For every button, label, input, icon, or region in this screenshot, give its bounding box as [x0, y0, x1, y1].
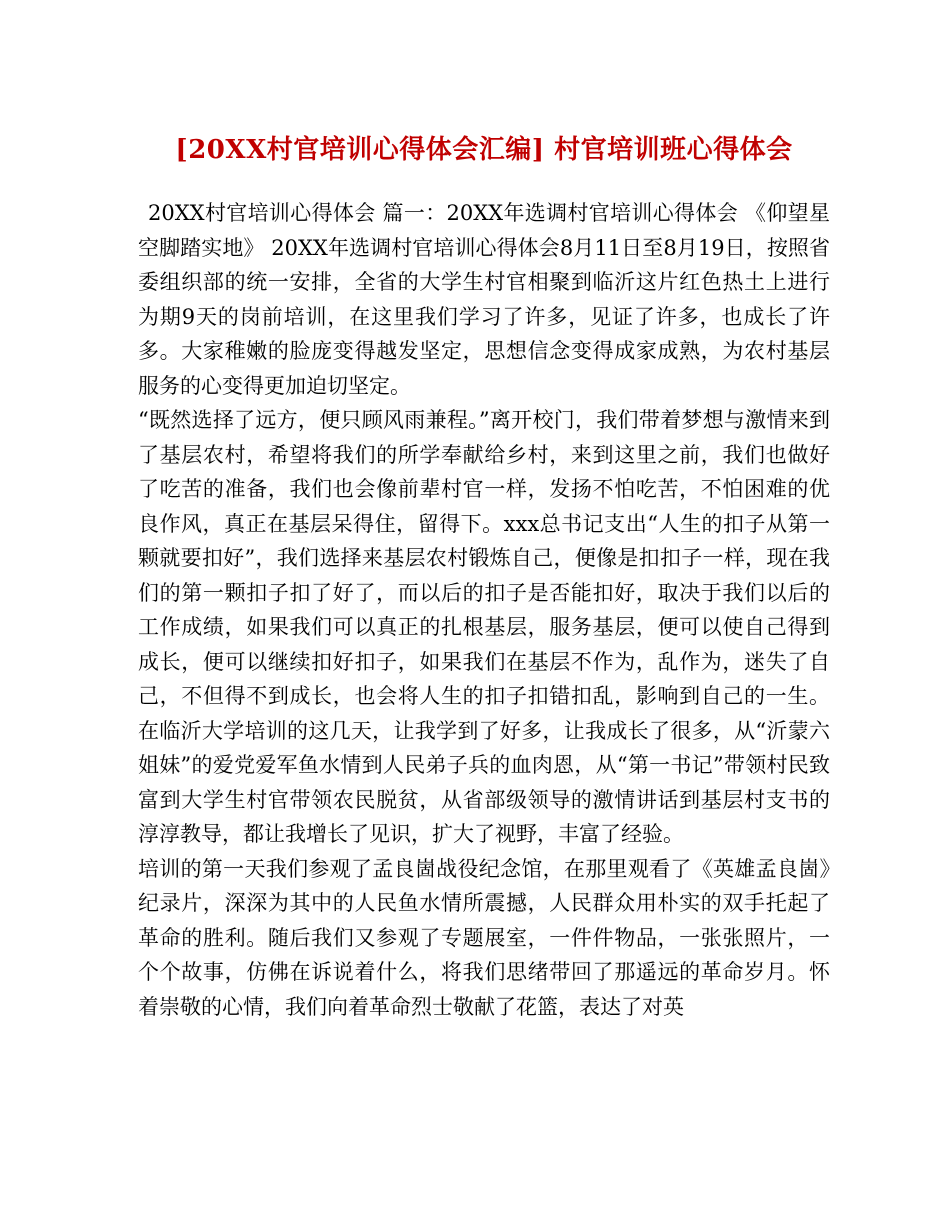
document-body — [138, 196, 830, 1024]
paragraph-1: 20XX村官培训心得体会 篇一：20XX年选调村官培训心得体会 《仰望星空脚踏实地》 20XX年选调村官培训心得体会8月11日至8月19日，按照省委组织部的统一安排，全省的大学生村官相聚到临沂这片红色热土上进行为期9天的岗前培训，在这里我们学习了许多，见证了许多，也成长了许多。大家稚嫩的脸庞变得越发坚定，思想信念变得成家成熟，为农村基层服务的心变得更加迫切坚定。 — [138, 201, 830, 398]
paragraph-3: 培训的第一天我们参观了孟良崮战役纪念馆，在那里观看了《英雄孟良崮》纪录片，深深为其中的人民鱼水情所震撼，人民群众用朴实的双手托起了革命的胜利。随后我们又参观了专题展室，一件件物品，一张张照片，一个个故事，仿佛在诉说着什么，将我们思绪带回了那遥远的革命岁月。怀着崇敬的心情，我们向着革命烈士敬献了花篮，表达了对英 — [138, 856, 830, 1019]
paragraph-2: “既然选择了远方，便只顾风雨兼程。”离开校门，我们带着梦想与激情来到了基层农村，希望将我们的所学奉献给乡村，来到这里之前，我们也做好了吃苦的准备，我们也会像前辈村官一样，发扬不怕吃苦，不怕困难的优良作风，真正在基层呆得住，留得下。xxx总书记支出“人生的扣子从第一颗就要扣好”，我们选择来基层农村锻炼自己，便像是扣扣子一样，现在我们的第一颗扣子扣了好了，而以后的扣子是否能扣好，取决于我们以后的工作成绩，如果我们可以真正的扎根基层，服务基层，便可以使自己得到成长，便可以继续扣好扣子，如果我们在基层不作为，乱作为，迷失了自己，不但得不到成长，也会将人生的扣子扣错扣乱，影响到自己的一生。在临沂大学培训的这几天，让我学到了好多，让我成长了很多，从“沂蒙六姐妹”的爱党爱军鱼水情到人民弟子兵的血肉恩，从“第一书记”带领村民致富到大学生村官带领农民脱贫，从省部级领导的激情讲话到基层村支书的淳淳教导，都让我增长了见识，扩大了视野，丰富了经验。 — [138, 408, 830, 846]
document-title: [20XX村官培训心得体会汇编] 村官培训班心得体会 — [175, 135, 793, 165]
